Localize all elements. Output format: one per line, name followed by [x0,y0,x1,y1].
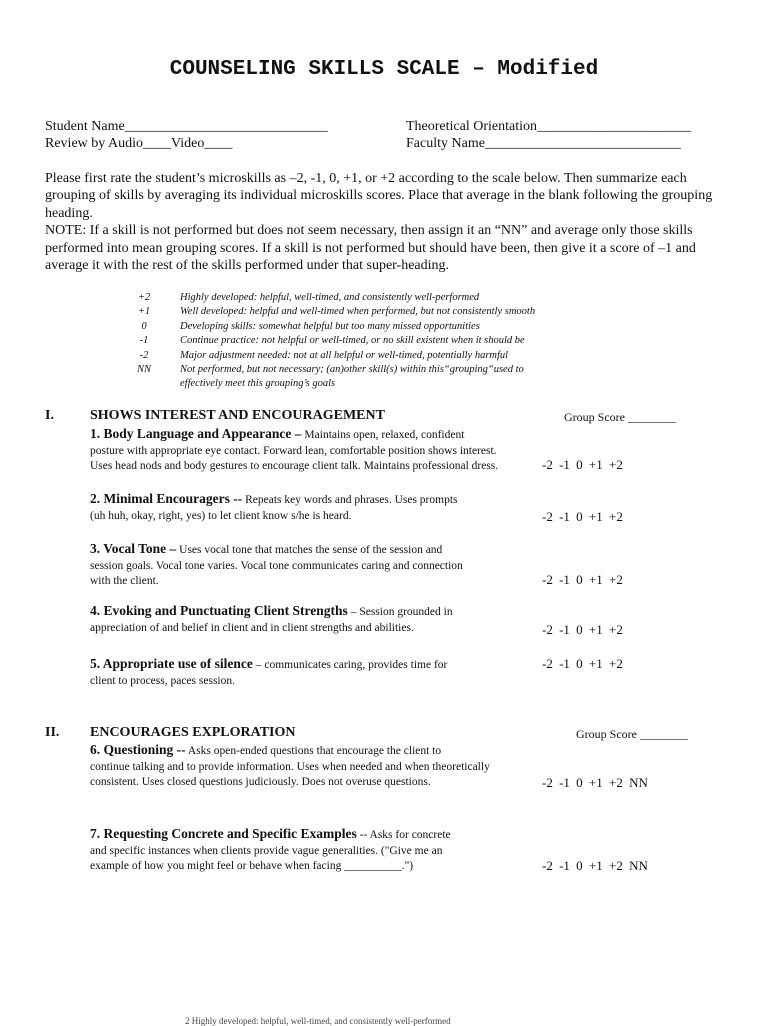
skill-name: 7. Requesting Concrete and Specific Examples [90,826,357,841]
instructions-paragraph: Please first rate the student’s microskills as –2, -1, 0, +1, or +2 according to the scale below. Then summarize each grouping of skills by averaging its individual microskills scores. Place that average in the blank following the grouping heading. [45,171,713,221]
legend-desc: Highly developed: helpful, well-timed, and consistently well-performed [180,292,480,303]
skill-description: Uses vocal tone that matches the sense of the session and [176,544,443,556]
skill-description: Asks open-ended questions that encourage the client to [185,745,442,757]
skill-item [90,541,540,590]
rating-scale[interactable]: -2 -1 0 +1 +2 [542,622,623,637]
legend-code: 0 [141,320,147,332]
legend-code: NN [136,364,151,375]
skill-item [90,656,540,689]
skill-item [90,426,540,475]
instructions-note: NOTE: If a skill is not performed but does not seem necessary, then assign it an “NN” and average only those skills performed into mean grouping scores. If a skill is not performed but should have been, then give it a score of –1 and average it with the rest of the skills performed under that super-heading. [45,223,696,274]
student-name-field[interactable]: Student Name_____________________________ [45,119,328,134]
section-number: II. [45,725,60,740]
skill-name: 5. Appropriate use of silence [90,656,253,671]
rating-scale[interactable]: -2 -1 0 +1 +2 NN [542,775,648,790]
rating-scale[interactable]: -2 -1 0 +1 +2 [542,572,623,587]
skill-name: 4. Evoking and Punctuating Client Strengths [90,603,348,618]
skill-description: with the client. [90,575,159,588]
skill-name: 3. Vocal Tone – [90,541,177,556]
skill-description: Repeats key words and phrases. Uses prompts [242,494,458,506]
skill-description: – Session grounded in [347,606,453,618]
page-title: COUNSELING SKILLS SCALE – Modified [169,58,599,81]
skill-description: Maintains open, relaxed, confident [301,429,465,441]
legend-code: -1 [139,335,149,347]
skill-name: 6. Questioning -- [90,742,186,757]
skill-description: – communicates caring, provides time for [252,659,448,671]
faculty-name-field[interactable]: Faculty Name____________________________ [406,136,681,151]
legend-code: +2 [137,292,151,303]
theoretical-orientation-field[interactable]: Theoretical Orientation______________________ [406,119,691,134]
legend-desc: Major adjustment needed: not at all helpful or well-timed, potentially harmful [180,349,509,361]
skill-description: session goals. Vocal tone varies. Vocal tone communicates caring and connection [90,559,463,572]
rating-scale[interactable]: -2 -1 0 +1 +2 [542,509,623,524]
skill-item [90,826,540,875]
skill-description: client to process, paces session. [90,674,235,687]
skill-description: Uses head nods and body gestures to encourage client talk. Maintains professional dress. [90,460,499,473]
legend-desc: Developing skills: somewhat helpful but too many missed opportunities [180,320,480,332]
skill-name: 1. Body Language and Appearance – [90,426,302,441]
skill-item [90,742,540,791]
group-score-field[interactable]: Group Score ________ [564,410,676,424]
legend-code: +1 [137,306,151,318]
legend-desc: Well developed: helpful and well-timed when performed, but not consistently smooth [180,306,536,318]
legend-code: -2 [139,349,149,361]
rating-scale[interactable]: -2 -1 0 +1 +2 [542,457,623,472]
rating-scale[interactable]: -2 -1 0 +1 +2 [542,656,623,671]
section-title: SHOWS INTEREST AND ENCOURAGEMENT [90,408,385,423]
skill-description: appreciation of and belief in client and in client strengths and abilities. [90,621,414,634]
skill-item [90,491,540,524]
skill-description: posture with appropriate eye contact. Forward lean, comfortable position shows interest. [90,444,497,457]
skill-item [90,603,540,636]
skill-description: consistent. Uses closed questions judiciously. Does not overuse questions. [90,776,431,789]
footer-text: 2 Highly developed: helpful, well-timed, and consistently well-performed [185,1016,451,1026]
review-by-field[interactable]: Review by Audio____Video____ [45,136,233,151]
legend-desc: Not performed, but not necessary; (an)other skill(s) within this“grouping“used to [180,364,524,375]
section-title: ENCOURAGES EXPLORATION [90,725,296,740]
legend-desc: Continue practice: not helpful or well-timed, or no skill existent when it should be [180,335,525,347]
skill-description: continue talking and to provide information. Uses when needed and when theoretically [90,760,490,773]
skill-description: (uh huh, okay, right, yes) to let client know s/he is heard. [90,509,352,522]
instructions [45,170,735,274]
section-number: I. [45,408,54,423]
group-score-field[interactable]: Group Score ________ [576,727,688,741]
skill-name: 2. Minimal Encouragers -- [90,491,243,506]
skill-description: and specific instances when clients provide vague generalities. ("Give me an [90,844,443,857]
skill-description: example of how you might feel or behave when facing __________.") [90,860,414,873]
skill-description: -- Asks for concrete [356,829,451,841]
legend-desc: effectively meet this grouping’s goals [180,378,336,390]
rating-scale[interactable]: -2 -1 0 +1 +2 NN [542,858,648,873]
